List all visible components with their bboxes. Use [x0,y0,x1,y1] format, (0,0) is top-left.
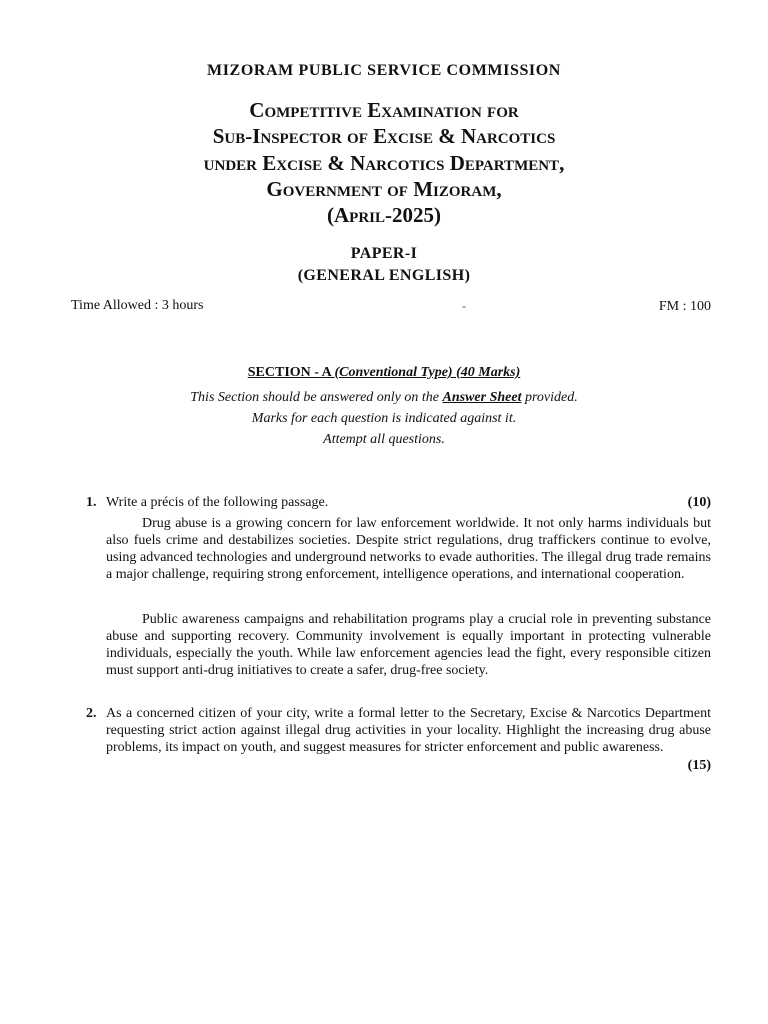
section-instruction-1 [0,390,768,406]
question-prompt: As a concerned citizen of your city, write a formal letter to the Secretary, Excise & Narcotics Department requesting strict action against illegal drug activities in your locality. Highlight the increasing drug abuse problems, its impact on youth, and suggest measures for stricter enforcement and public awareness. [106,706,711,755]
section-heading-prefix: SECTION - A [247,365,335,380]
section-instruction-3: Attempt all questions. [323,432,445,447]
paper-subject: (GENERAL ENGLISH) [297,267,471,284]
section-heading-type: (Conventional Type) (40 Marks) [334,365,521,380]
question-number: 1. [86,495,97,510]
exam-date: (April-2025) [327,203,441,227]
exam-title-line-2: Sub-Inspector of Excise & Narcotics [212,124,556,148]
section-heading [0,365,768,381]
passage-paragraph-1: Drug abuse is a growing concern for law enforcement worldwide. It not only harms individuals but also fuels crime and destabilizes societies. Despite strict regulations, drug traffickers continue to evolve, using advanced technologies and underground networks to evade authorities. The illegal drug trade remains a major challenge, requiring strong enforcement, intelligence operations, and international cooperation. [106,516,711,582]
time-allowed: Time Allowed : 3 hours [71,298,204,313]
exam-title-line-1: Competitive Examination for [249,98,519,122]
paper-number: PAPER-I [350,245,418,262]
instruction-1-answer-sheet: Answer Sheet [442,390,522,405]
question-marks: (10) [687,495,711,510]
passage-paragraph-2: Public awareness campaigns and rehabilitation programs play a crucial role in preventing substance abuse and supporting recovery. Community involvement is equally important in protecting vulnerable individuals, especially the youth. While law enforcement agencies lead the fight, every responsible citizen must support anti-drug initiatives to create a safer, drug-free society. [106,612,711,678]
question-marks: (15) [687,758,711,773]
scan-mark: - [462,299,466,313]
instruction-1-pre: This Section should be answered only on the [190,390,443,405]
full-marks: FM : 100 [658,299,711,314]
organization-name: MIZORAM PUBLIC SERVICE COMMISSION [207,62,561,79]
question-number: 2. [86,706,97,721]
exam-title-line-3: under Excise & Narcotics Department, [203,151,565,175]
section-instruction-2: Marks for each question is indicated against it. [251,411,517,426]
instruction-1-post: provided. [521,390,578,405]
question-prompt: Write a précis of the following passage. [106,495,329,510]
exam-title-line-4: Government of Mizoram, [266,177,502,201]
